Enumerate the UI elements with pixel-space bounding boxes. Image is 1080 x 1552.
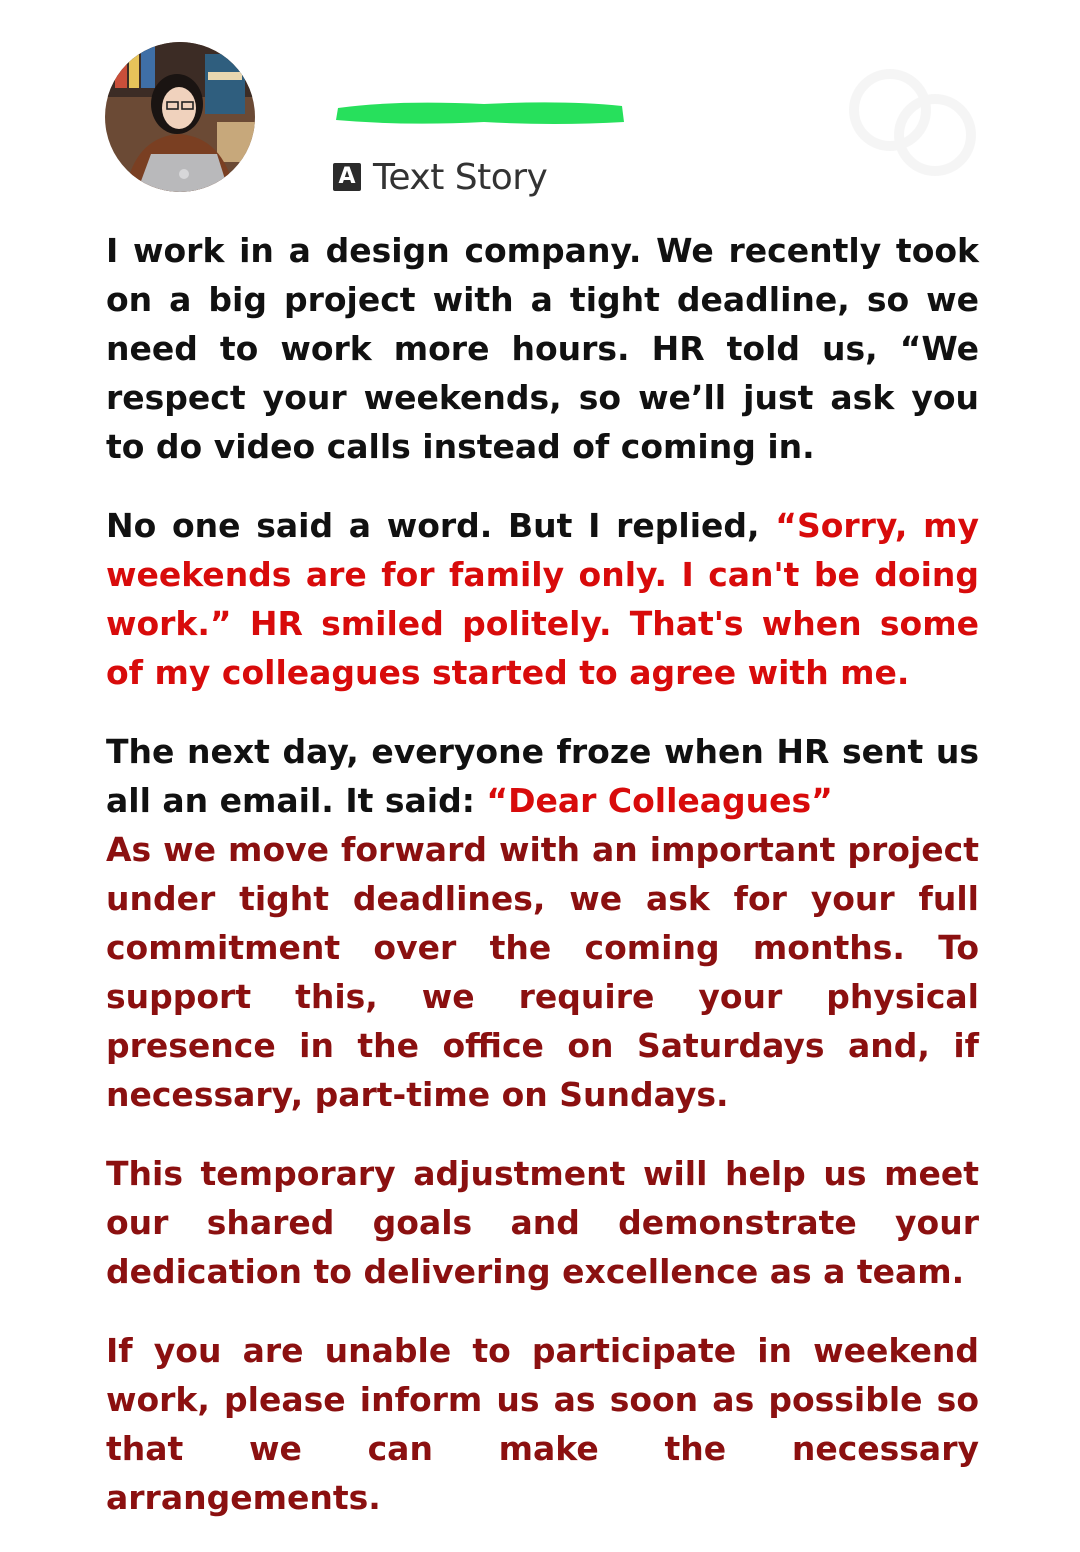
paragraph-3 [106,727,979,825]
paragraph-2-reply: “Sorry, my weekends are for family only. I can't be doing work.” HR smiled politely. That's when some of my colleagues started to agree with me. [106,506,980,692]
email-paragraph-1: As we move forward with an important project under tight deadlines, we ask for your full commitment over the coming months. To support this, we require your physical presence in the office on Saturdays and, if necessary, part-time on Sundays. [106,830,979,1114]
paragraph-3-plain: The next day, everyone froze when HR sent us all an email. It said: [106,732,979,820]
paragraph-1 [106,226,979,471]
text-story-icon: A [333,163,361,191]
watermark-logo [840,60,980,190]
story-type-label: Text Story [373,156,548,198]
email-paragraph-3: If you are unable to participate in weekend work, please inform us as soon as possible so that we can make the necessary arrangements. [106,1331,979,1517]
story-type [333,155,547,199]
paragraph-2 [106,501,979,697]
avatar [105,42,255,192]
paragraph-2-plain: No one said a word. But I replied, [106,506,776,545]
story-header [0,0,1080,215]
email-paragraph-2: This temporary adjustment will help us meet our shared goals and demonstrate your dedication to delivering excellence as a team. [106,1154,979,1291]
email-salutation: “Dear Colleagues” [486,781,833,820]
avatar-photo [105,42,255,192]
story-body [106,226,979,1552]
paragraph-1-text: I work in a design company. We recently took on a big project with a tight deadline, so we need to work more hours. HR told us, “We respect your weekends, so we’ll just ask you to do video calls instead of coming in. [106,231,979,466]
redacted-username [334,96,626,128]
